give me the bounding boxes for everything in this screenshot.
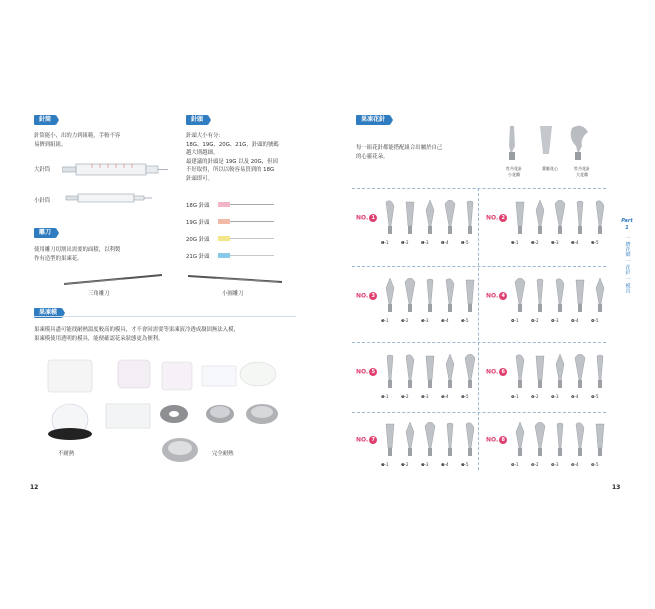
tip-set-label-text: NO. xyxy=(356,292,369,300)
mold-tray-icon xyxy=(106,404,150,428)
tip-set-label-text: NO. xyxy=(356,214,369,222)
needle-head-desc-line: 18G、19G、20G、21G，針頭的號碼 xyxy=(186,141,279,148)
flower-tip-icon xyxy=(590,200,610,236)
flower-tip-icon xyxy=(420,422,440,458)
tip-label: ❺-2 xyxy=(401,394,409,399)
gauge-21g-label: 21G 針頭 xyxy=(186,254,210,260)
flower-tip-icon xyxy=(460,354,480,390)
triangle-knife-label: 三角雕刀 xyxy=(88,291,110,297)
flower-tip-icon xyxy=(550,422,570,458)
needle-heads-illustration xyxy=(218,200,278,264)
flower-tip-icon xyxy=(510,354,530,390)
carving-knife-desc xyxy=(34,246,164,264)
jelly-tips-desc-line: 每一組花針都能搭配組合出屬於自己 xyxy=(356,145,443,151)
tip-set-number: 4 xyxy=(499,292,507,300)
needle-head-desc-line: 針頭大小有分： xyxy=(186,133,224,139)
tip-set-label xyxy=(356,292,377,300)
needle-gauge-list xyxy=(186,198,210,266)
needle-20g-icon xyxy=(218,236,274,241)
flower-tip-icon xyxy=(570,354,590,390)
flower-tip-icon xyxy=(400,354,420,390)
tip-label: ❽-3 xyxy=(551,462,559,467)
tip-set-number: 8 xyxy=(499,436,507,444)
syringe-illustrations xyxy=(62,160,172,220)
round-knife-icon xyxy=(186,272,286,288)
flower-tip-icon xyxy=(420,354,440,390)
mold-box-icon xyxy=(202,366,236,386)
section-tag-needle-tube: 針筒 xyxy=(34,115,56,125)
needle-tube-desc-line: 針筒能小，出的力到組範，手較不容 xyxy=(34,133,121,139)
flower-tip-icon xyxy=(550,354,570,390)
needle-head-desc-line: 不好取得，所以以較容易買到的 18G xyxy=(186,167,275,173)
needle-head-desc xyxy=(186,132,306,183)
tip-set-label-text: NO. xyxy=(356,436,369,444)
sample-label-line: 小花瓣 xyxy=(508,172,520,177)
tip-set-number: 7 xyxy=(369,436,377,444)
tip-label: ❺-5 xyxy=(461,394,469,399)
gauge-18g-label: 18G 針頭 xyxy=(186,203,210,209)
tip-label: ❶-1 xyxy=(381,240,389,245)
sample-label-line: 牡丹花針 xyxy=(506,166,522,171)
large-syringe-icon xyxy=(62,164,168,175)
needle-head-desc-line: 針頭即可。 xyxy=(186,175,213,182)
flower-tip-icon xyxy=(400,200,420,236)
sample-label-line: 牡丹花針 xyxy=(574,166,590,171)
tip-set-label xyxy=(486,214,507,222)
flower-tip-icon xyxy=(380,200,400,236)
tip-label: ❶-3 xyxy=(421,240,429,245)
flower-tip-icon xyxy=(380,278,400,314)
needle-19g-icon xyxy=(218,219,274,224)
tip-label: ❷-2 xyxy=(531,240,539,245)
tip-label: ❺-4 xyxy=(441,394,449,399)
tip-set-number: 3 xyxy=(369,292,377,300)
flower-tip-icon xyxy=(530,354,550,390)
tip-label: ❽-5 xyxy=(591,462,599,467)
flower-tip-icon xyxy=(550,200,570,236)
side-tab xyxy=(620,218,634,293)
section-tag-jelly-tips: 果凍花針 xyxy=(356,115,390,125)
flower-tip-icon xyxy=(440,200,460,236)
sample-tips-illustration xyxy=(500,124,600,166)
flower-tip-icon xyxy=(400,278,420,314)
needle-head-desc-line: 越大則越細。 xyxy=(186,150,219,156)
small-syringe-label: 小針筒 xyxy=(34,198,51,204)
tip-label: ❹-1 xyxy=(511,318,519,323)
page-number-right: 13 xyxy=(612,484,621,491)
peony-large-tip-icon xyxy=(571,126,588,160)
flower-tip-icon xyxy=(530,200,550,236)
tip-label: ❼-1 xyxy=(381,462,389,467)
tip-label: ❻-4 xyxy=(571,394,579,399)
sample-label-vein: 葉脈花心 xyxy=(542,166,558,171)
tip-set-label-text: NO. xyxy=(486,436,499,444)
flower-tip-icon xyxy=(380,354,400,390)
flower-tip-icon xyxy=(570,422,590,458)
flower-tip-icon xyxy=(440,354,460,390)
tip-label: ❼-3 xyxy=(421,462,429,467)
tip-label: ❻-2 xyxy=(531,394,539,399)
vein-center-tip-icon xyxy=(540,126,552,154)
needle-21g-icon xyxy=(218,253,274,258)
flower-tip-icon xyxy=(460,422,480,458)
jelly-molds-illustration xyxy=(40,352,290,472)
tip-label: ❼-5 xyxy=(461,462,469,467)
tip-set-label xyxy=(486,292,507,300)
tip-set-label xyxy=(356,368,377,376)
tip-set-number: 1 xyxy=(369,214,377,222)
jelly-mold-desc-line: 果凍模使用透明的模具，能便確認花朵狀態更為便利。 xyxy=(34,336,164,342)
flower-tip-icon xyxy=(510,422,530,458)
tip-label: ❶-4 xyxy=(441,240,449,245)
flower-tip-icon xyxy=(570,278,590,314)
tip-label: ❷-3 xyxy=(551,240,559,245)
tip-grid-line xyxy=(352,266,606,267)
tip-set-label xyxy=(356,214,377,222)
small-syringe-icon xyxy=(66,194,152,202)
carving-knife-desc-line: 作有造型的果凍花。 xyxy=(34,256,83,262)
tip-grid-line xyxy=(352,188,606,189)
mold-dome-icon xyxy=(48,404,92,440)
section-tag-jelly-mold: 果凍模 xyxy=(34,308,62,318)
carving-knife-desc-line: 使用雕刀切割出需要的面積，以利製 xyxy=(34,247,121,253)
flower-tip-icon xyxy=(530,422,550,458)
fully-heatproof-label: 完全耐熱 xyxy=(212,451,234,457)
flower-tip-icon xyxy=(420,278,440,314)
tip-grid-line xyxy=(352,342,606,343)
mold-heart-icon xyxy=(246,404,278,424)
needle-tube-desc xyxy=(34,132,174,150)
tip-label: ❹-4 xyxy=(571,318,579,323)
tip-set-label xyxy=(356,436,377,444)
mold-cup-icon xyxy=(118,360,150,388)
gauge-19g-label: 19G 針頭 xyxy=(186,220,210,226)
flower-tip-icon xyxy=(590,278,610,314)
tip-label: ❶-2 xyxy=(401,240,409,245)
tip-label: ❻-3 xyxy=(551,394,559,399)
page-number-left: 12 xyxy=(30,484,39,491)
gauge-20g-label: 20G 針頭 xyxy=(186,237,210,243)
mold-tub-icon xyxy=(240,362,276,386)
tip-set-label-text: NO. xyxy=(486,368,499,376)
flower-tip-icon xyxy=(570,200,590,236)
flower-tip-icon xyxy=(590,354,610,390)
tip-label: ❽-4 xyxy=(571,462,579,467)
tip-set-label-text: NO. xyxy=(356,368,369,376)
tip-label: ❻-5 xyxy=(591,394,599,399)
mold-cup-icon xyxy=(48,360,92,392)
tip-set-label xyxy=(486,368,507,376)
section-divider xyxy=(34,316,296,317)
tip-label: ❸-1 xyxy=(381,318,389,323)
jelly-mold-desc xyxy=(34,326,304,344)
flower-tip-icon xyxy=(510,278,530,314)
peony-small-tip-icon xyxy=(509,126,515,160)
tip-label: ❻-1 xyxy=(511,394,519,399)
tip-label: ❹-5 xyxy=(591,318,599,323)
flower-tip-icon xyxy=(400,422,420,458)
tip-label: ❷-1 xyxy=(511,240,519,245)
tip-label: ❹-3 xyxy=(551,318,559,323)
flower-tip-icon xyxy=(440,278,460,314)
side-tab-part: Part 1 xyxy=(621,218,633,231)
tip-label: ❶-5 xyxy=(461,240,469,245)
tip-set-label xyxy=(486,436,507,444)
tip-set-label-text: NO. xyxy=(486,214,499,222)
tip-set-label-text: NO. xyxy=(486,292,499,300)
side-tab-text: 一 擠花網 一 花針 一 模具 xyxy=(624,235,631,293)
tip-label: ❽-1 xyxy=(511,462,519,467)
sample-label-peony-small xyxy=(502,166,526,178)
tip-label: ❸-2 xyxy=(401,318,409,323)
tip-label: ❸-3 xyxy=(421,318,429,323)
jelly-tips-desc-line: 的心靈花朵。 xyxy=(356,154,389,160)
flower-tip-icon xyxy=(460,278,480,314)
needle-tube-desc-line: 易擠到組組。 xyxy=(34,142,67,148)
sample-label-peony-large xyxy=(570,166,594,178)
tip-label: ❼-2 xyxy=(401,462,409,467)
flower-tip-icon xyxy=(420,200,440,236)
tip-label: ❷-5 xyxy=(591,240,599,245)
large-syringe-label: 大針筒 xyxy=(34,167,51,173)
tip-label: ❹-2 xyxy=(531,318,539,323)
flower-tip-icon xyxy=(550,278,570,314)
needle-head-desc-line: 最建議的針頭是 19G 以及 20G，但因 xyxy=(186,158,278,165)
not-heatproof-label: 不耐熱 xyxy=(58,451,75,457)
tip-label: ❺-3 xyxy=(421,394,429,399)
mold-ring-icon xyxy=(160,405,188,423)
tip-label: ❽-2 xyxy=(531,462,539,467)
section-tag-carving-knife: 雕刀 xyxy=(34,228,56,238)
tip-set-number: 5 xyxy=(369,368,377,376)
tip-label: ❺-1 xyxy=(381,394,389,399)
needle-18g-icon xyxy=(218,202,274,207)
mold-cup-icon xyxy=(162,362,192,390)
tip-label: ❸-5 xyxy=(461,318,469,323)
tip-label: ❷-4 xyxy=(571,240,579,245)
flower-tip-icon xyxy=(440,422,460,458)
flower-tip-icon xyxy=(380,422,400,458)
tip-set-number: 6 xyxy=(499,368,507,376)
flower-tip-icon xyxy=(590,422,610,458)
tip-set-number: 2 xyxy=(499,214,507,222)
flower-tip-icon xyxy=(530,278,550,314)
tip-label: ❸-4 xyxy=(441,318,449,323)
mold-heart-large-icon xyxy=(162,438,198,462)
section-tag-needle-head: 針頭 xyxy=(186,115,208,125)
tip-label: ❼-4 xyxy=(441,462,449,467)
round-knife-label: 小圓雕刀 xyxy=(222,291,244,297)
jelly-mold-desc-line: 果凍模具盡可能找耐熱溫度較高的模具，才不會因需要等果凍液冷透成凝固無法入模， xyxy=(34,327,239,333)
triangle-knife-icon xyxy=(62,272,167,288)
sample-label-line: 大花瓣 xyxy=(576,172,588,177)
jelly-tips-desc xyxy=(356,144,496,162)
flower-tip-icon xyxy=(510,200,530,236)
flower-tip-icon xyxy=(460,200,480,236)
mold-round-icon xyxy=(206,405,234,423)
tip-grid-line xyxy=(352,412,606,413)
